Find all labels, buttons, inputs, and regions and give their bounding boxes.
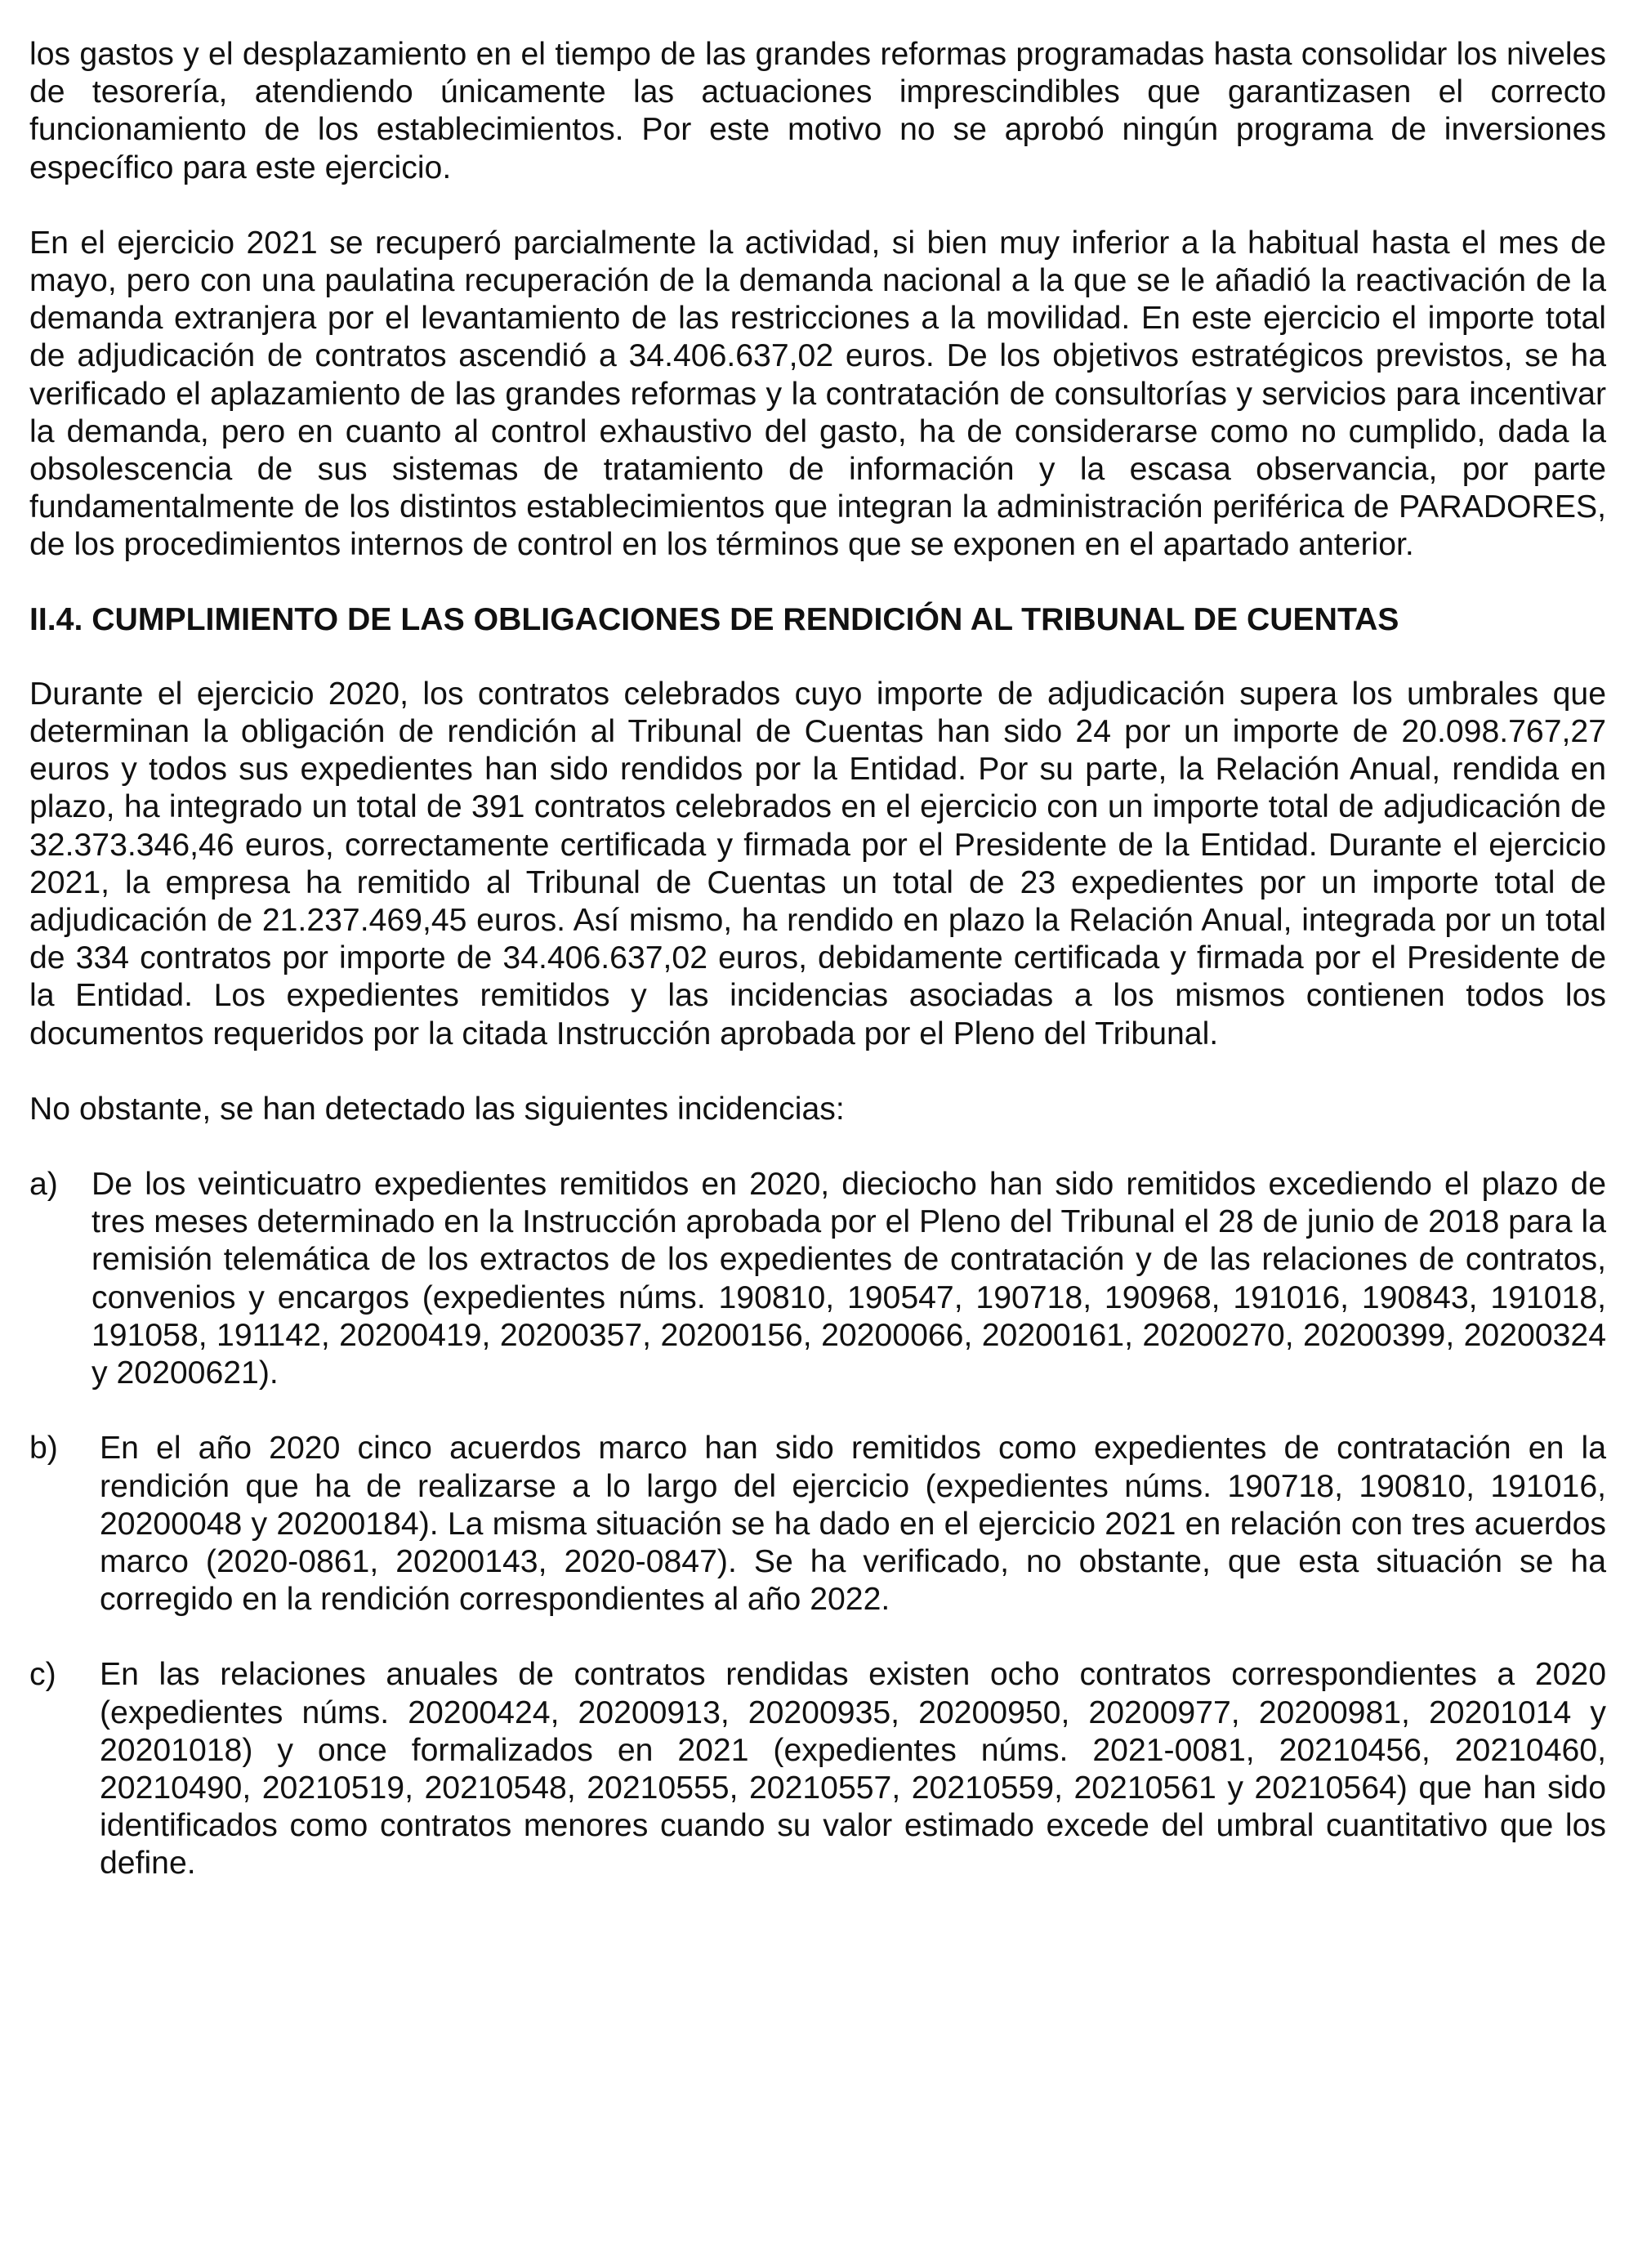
list-marker: a) bbox=[29, 1167, 58, 1203]
list-item-text: En el año 2020 cinco acuerdos marco han sido remitidos como expedientes de contratación en la rendición que ha de realizarse a lo largo del ejercicio (expedientes núms. 190718, 190810, 191016, 20200048 y 20200184). La misma situación se ha dado en el ejercicio 2021 en relación con tres acuerdos marco (2020-0861, 20200143, 2020-0847). Se ha verificado, no obstante, que esta situación se ha corregido en la rendición correspondientes al año 2022. bbox=[100, 1431, 1606, 1618]
list-item bbox=[29, 1656, 1606, 1882]
list-item bbox=[29, 1166, 1606, 1392]
paragraph-incidents-intro: No obstante, se han detectado las siguientes incidencias: bbox=[29, 1091, 845, 1127]
document-page bbox=[29, 36, 1606, 1883]
paragraph-2021-activity: En el ejercicio 2021 se recuperó parcialmente la actividad, si bien muy inferior a la habitual hasta el mes de mayo, pero con una paulatina recuperación de la demanda nacional a la que se le añadió la reactivación de la demanda extranjera por el levantamiento de las restricciones a la movilidad. En este ejercicio el importe total de adjudicación de contratos ascendió a 34.406.637,02 euros. De los objetivos estratégicos previstos, se ha verificado el aplazamiento de las grandes reformas y la contratación de consultorías y servicios para incentivar la demanda, pero en cuanto al control exhaustivo del gasto, ha de considerarse como no cumplido, dada la obsolescencia de sus sistemas de tratamiento de información y la escasa observancia, por parte fundamentalmente de los distintos establecimientos que integran la administración periférica de PARADORES, de los procedimientos internos de control en los términos que se exponen en el apartado anterior. bbox=[29, 225, 1606, 563]
list-marker: b) bbox=[29, 1431, 58, 1467]
paragraph-rendition: Durante el ejercicio 2020, los contratos celebrados cuyo importe de adjudicación supera los umbrales que determinan la obligación de rendición al Tribunal de Cuentas han sido 24 por un importe de 20.098.767,27 euros y todos sus expedientes han sido rendidos por la Entidad. Por su parte, la Relación Anual, rendida en plazo, ha integrado un total de 391 contratos celebrados en el ejercicio con un importe total de adjudicación de 32.373.346,46 euros, correctamente certificada y firmada por el Presidente de la Entidad. Durante el ejercicio 2021, la empresa ha remitido al Tribunal de Cuentas un total de 23 expedientes por un importe total de adjudicación de 21.237.469,45 euros. Así mismo, ha rendido en plazo la Relación Anual, integrada por un total de 334 contratos por importe de 34.406.637,02 euros, debidamente certificada y firmada por el Presidente de la Entidad. Los expedientes remitidos y las incidencias asociadas a los mismos contienen todos los documentos requeridos por la citada Instrucción aprobada por el Pleno del Tribunal. bbox=[29, 676, 1606, 1051]
list-item bbox=[29, 1430, 1606, 1618]
section-heading: II.4. CUMPLIMIENTO DE LAS OBLIGACIONES DE RENDICIÓN AL TRIBUNAL DE CUENTAS bbox=[29, 601, 1399, 637]
list-item-text: De los veinticuatro expedientes remitidos en 2020, dieciocho han sido remitidos excediendo el plazo de tres meses determinado en la Instrucción aprobada por el Pleno del Tribunal el 28 de junio de 2018 para la remisión telemática de los extractos de los expedientes de contratación y de las relaciones de contratos, convenios y encargos (expedientes núms. 190810, 190547, 190718, 190968, 191016, 190843, 191018, 191058, 191142, 20200419, 20200357, 20200156, 20200066, 20200161, 20200270, 20200399, 20200324 y 20200621). bbox=[91, 1167, 1606, 1391]
paragraph-continuation: los gastos y el desplazamiento en el tiempo de las grandes reformas programadas hasta consolidar los niveles de tesorería, atendiendo únicamente las actuaciones imprescindibles que garantizasen el correcto funcionamiento de los establecimientos. Por este motivo no se aprobó ningún programa de inversiones específico para este ejercicio. bbox=[29, 37, 1606, 185]
list-item-text: En las relaciones anuales de contratos rendidas existen ocho contratos correspondientes a 2020 (expedientes núms. 20200424, 20200913, 20200935, 20200950, 20200977, 20200981, 20201014 y 20201018) y once formalizados en 2021 (expedientes núms. 2021-0081, 20210456, 20210460, 20210490, 20210519, 20210548, 20210555, 20210557, 20210559, 20210561 y 20210564) que han sido identificados como contratos menores cuando su valor estimado excede del umbral cuantitativo que los define. bbox=[100, 1657, 1606, 1882]
list-marker: c) bbox=[29, 1657, 56, 1693]
